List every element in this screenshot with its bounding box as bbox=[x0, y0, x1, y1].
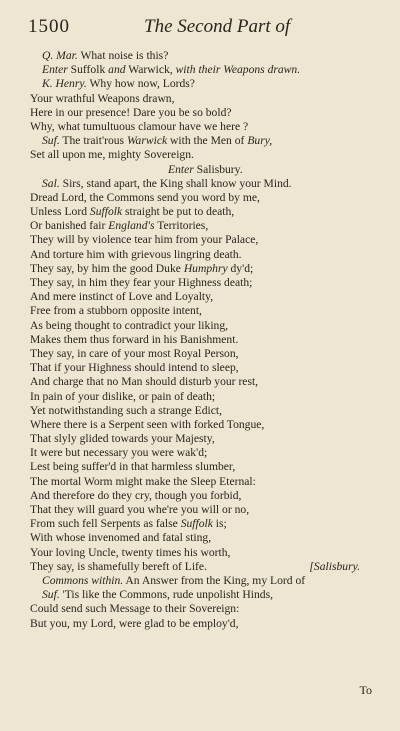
text-run: Makes them thus forward in his Banishment. bbox=[30, 332, 239, 346]
text-run: An Answer from the King, my Lord of bbox=[123, 573, 306, 587]
text-run: Suffolk bbox=[89, 205, 123, 219]
text-line bbox=[30, 418, 380, 432]
text-run: Your wrathful Weapons drawn, bbox=[30, 91, 175, 105]
text-line bbox=[30, 489, 380, 503]
text-run: They will by violence tear him from your Palace, bbox=[30, 233, 259, 247]
text-line bbox=[30, 617, 380, 631]
text-line bbox=[30, 63, 380, 77]
exit-direction: [Salisbury. bbox=[309, 559, 360, 573]
text-run: Lest being suffer'd in that harmless slumber, bbox=[30, 460, 236, 474]
text-line bbox=[30, 446, 380, 460]
running-title: The Second Part of bbox=[144, 16, 291, 37]
text-line bbox=[30, 290, 380, 304]
text-run: Why how now, Lords? bbox=[86, 77, 195, 91]
text-run: Suffolk bbox=[67, 63, 109, 77]
text-run: Sal. bbox=[42, 176, 60, 190]
catchword: To bbox=[359, 683, 372, 697]
text-run: And charge that no Man should disturb your rest, bbox=[30, 375, 259, 389]
text-run: with the Men of bbox=[167, 134, 248, 148]
play-text bbox=[30, 49, 380, 631]
text-run: Enter bbox=[42, 63, 68, 77]
text-run: And therefore do they cry, though you forbid, bbox=[30, 488, 242, 502]
text-line bbox=[30, 517, 380, 531]
text-run: Enter bbox=[168, 162, 194, 176]
text-line bbox=[30, 361, 380, 375]
text-run: Warwick bbox=[126, 134, 168, 148]
text-line bbox=[30, 205, 380, 219]
text-line bbox=[30, 503, 380, 517]
text-run: Your loving Uncle, twenty times his worth, bbox=[30, 545, 231, 559]
text-run: Dread Lord, the Commons send you word by me, bbox=[30, 190, 260, 204]
text-run: Why, what tumultuous clamour have we here ? bbox=[30, 119, 249, 133]
text-run: And torture him with grievous lingring death. bbox=[30, 247, 242, 261]
text-run: They say, is shamefully bereft of Life. bbox=[30, 559, 207, 573]
text-line bbox=[30, 106, 380, 120]
text-run: That if your Highness should intend to sleep, bbox=[30, 361, 239, 375]
text-run: Unless Lord bbox=[30, 205, 90, 219]
text-line bbox=[30, 219, 380, 233]
text-run: Commons within. bbox=[42, 573, 124, 587]
text-run: From such fell Serpents as false bbox=[30, 517, 181, 531]
text-line bbox=[30, 134, 380, 148]
text-run: 'Tis like the Commons, rude unpolisht Hinds, bbox=[59, 588, 273, 602]
text-line bbox=[30, 177, 380, 191]
text-line bbox=[30, 602, 380, 616]
text-run: dy'd; bbox=[227, 261, 254, 275]
text-run: Salisbury. bbox=[193, 162, 243, 176]
text-run: But you, my Lord, were glad to be employ'd, bbox=[30, 616, 239, 630]
text-run: What noise is this? bbox=[77, 49, 169, 62]
text-line bbox=[30, 304, 380, 318]
text-line bbox=[30, 432, 380, 446]
text-run: is; bbox=[212, 517, 227, 531]
text-line bbox=[30, 319, 380, 333]
text-line bbox=[30, 404, 380, 418]
text-run: That slyly glided towards your Majesty, bbox=[30, 432, 215, 446]
text-run: Warwick, bbox=[125, 63, 176, 77]
text-run: It were but necessary you were wak'd; bbox=[30, 446, 208, 460]
text-run: They say, by him the good Duke bbox=[30, 261, 184, 275]
text-run: K. Henry. bbox=[42, 77, 87, 91]
text-run: Q. Mar. bbox=[42, 49, 78, 62]
text-line bbox=[30, 163, 380, 177]
text-run: The mortal Worm might make the Sleep Eternal: bbox=[30, 474, 256, 488]
text-line bbox=[30, 191, 380, 205]
text-run: Or banished fair bbox=[30, 219, 109, 233]
text-run: Where there is a Serpent seen with forked Tongue, bbox=[30, 417, 265, 431]
text-line bbox=[30, 233, 380, 247]
text-line bbox=[30, 574, 380, 588]
text-run: In pain of your dislike, or pain of death; bbox=[30, 389, 216, 403]
text-run: The trait'rous bbox=[59, 134, 127, 148]
text-run: Could send such Message to their Sovereign: bbox=[30, 602, 240, 616]
text-run: They say, in him they fear your Highness death; bbox=[30, 276, 253, 289]
text-line bbox=[30, 347, 380, 361]
text-line bbox=[30, 588, 380, 602]
text-line bbox=[30, 92, 380, 106]
text-line bbox=[30, 375, 380, 389]
text-run: That they will guard you whe're you will or no, bbox=[30, 503, 250, 516]
text-line bbox=[30, 262, 380, 276]
text-run: Set all upon me, mighty Sovereign. bbox=[30, 148, 194, 162]
text-line bbox=[30, 390, 380, 404]
text-line bbox=[30, 49, 380, 63]
text-run: Yet notwithstanding such a strange Edict, bbox=[30, 403, 223, 417]
text-run: England's bbox=[108, 219, 155, 233]
text-run: With whose invenomed and fatal sting, bbox=[30, 531, 212, 545]
text-line bbox=[30, 77, 380, 91]
text-run: Territories, bbox=[154, 219, 209, 233]
text-run: with their Weapons drawn. bbox=[175, 63, 301, 77]
text-run: As being thought to contradict your liking, bbox=[30, 318, 229, 332]
text-line bbox=[30, 560, 380, 574]
text-line bbox=[30, 531, 380, 545]
text-line bbox=[30, 120, 380, 134]
text-line bbox=[30, 475, 380, 489]
text-run: Bury, bbox=[247, 134, 273, 148]
text-line bbox=[30, 148, 380, 162]
text-line bbox=[30, 248, 380, 262]
text-run: straight be put to death, bbox=[122, 205, 235, 219]
text-run: They say, in care of your most Royal Person, bbox=[30, 346, 239, 360]
text-run: And mere instinct of Love and Loyalty, bbox=[30, 290, 214, 304]
text-run: Here in our presence! Dare you be so bold? bbox=[30, 105, 232, 119]
text-run: Suf. bbox=[42, 134, 60, 148]
text-line bbox=[30, 546, 380, 560]
text-run: Suf. bbox=[42, 588, 60, 602]
text-line bbox=[30, 276, 380, 290]
page-number: 1500 bbox=[28, 16, 70, 37]
text-run: and bbox=[108, 63, 126, 77]
text-run: Humphry bbox=[183, 261, 228, 275]
text-run: Free from a stubborn opposite intent, bbox=[30, 304, 202, 318]
page-header bbox=[20, 16, 380, 38]
text-line bbox=[30, 460, 380, 474]
text-line bbox=[30, 333, 380, 347]
text-run: Suffolk bbox=[180, 517, 213, 531]
text-run: Sirs, stand apart, the King shall know your Mind. bbox=[59, 176, 292, 190]
